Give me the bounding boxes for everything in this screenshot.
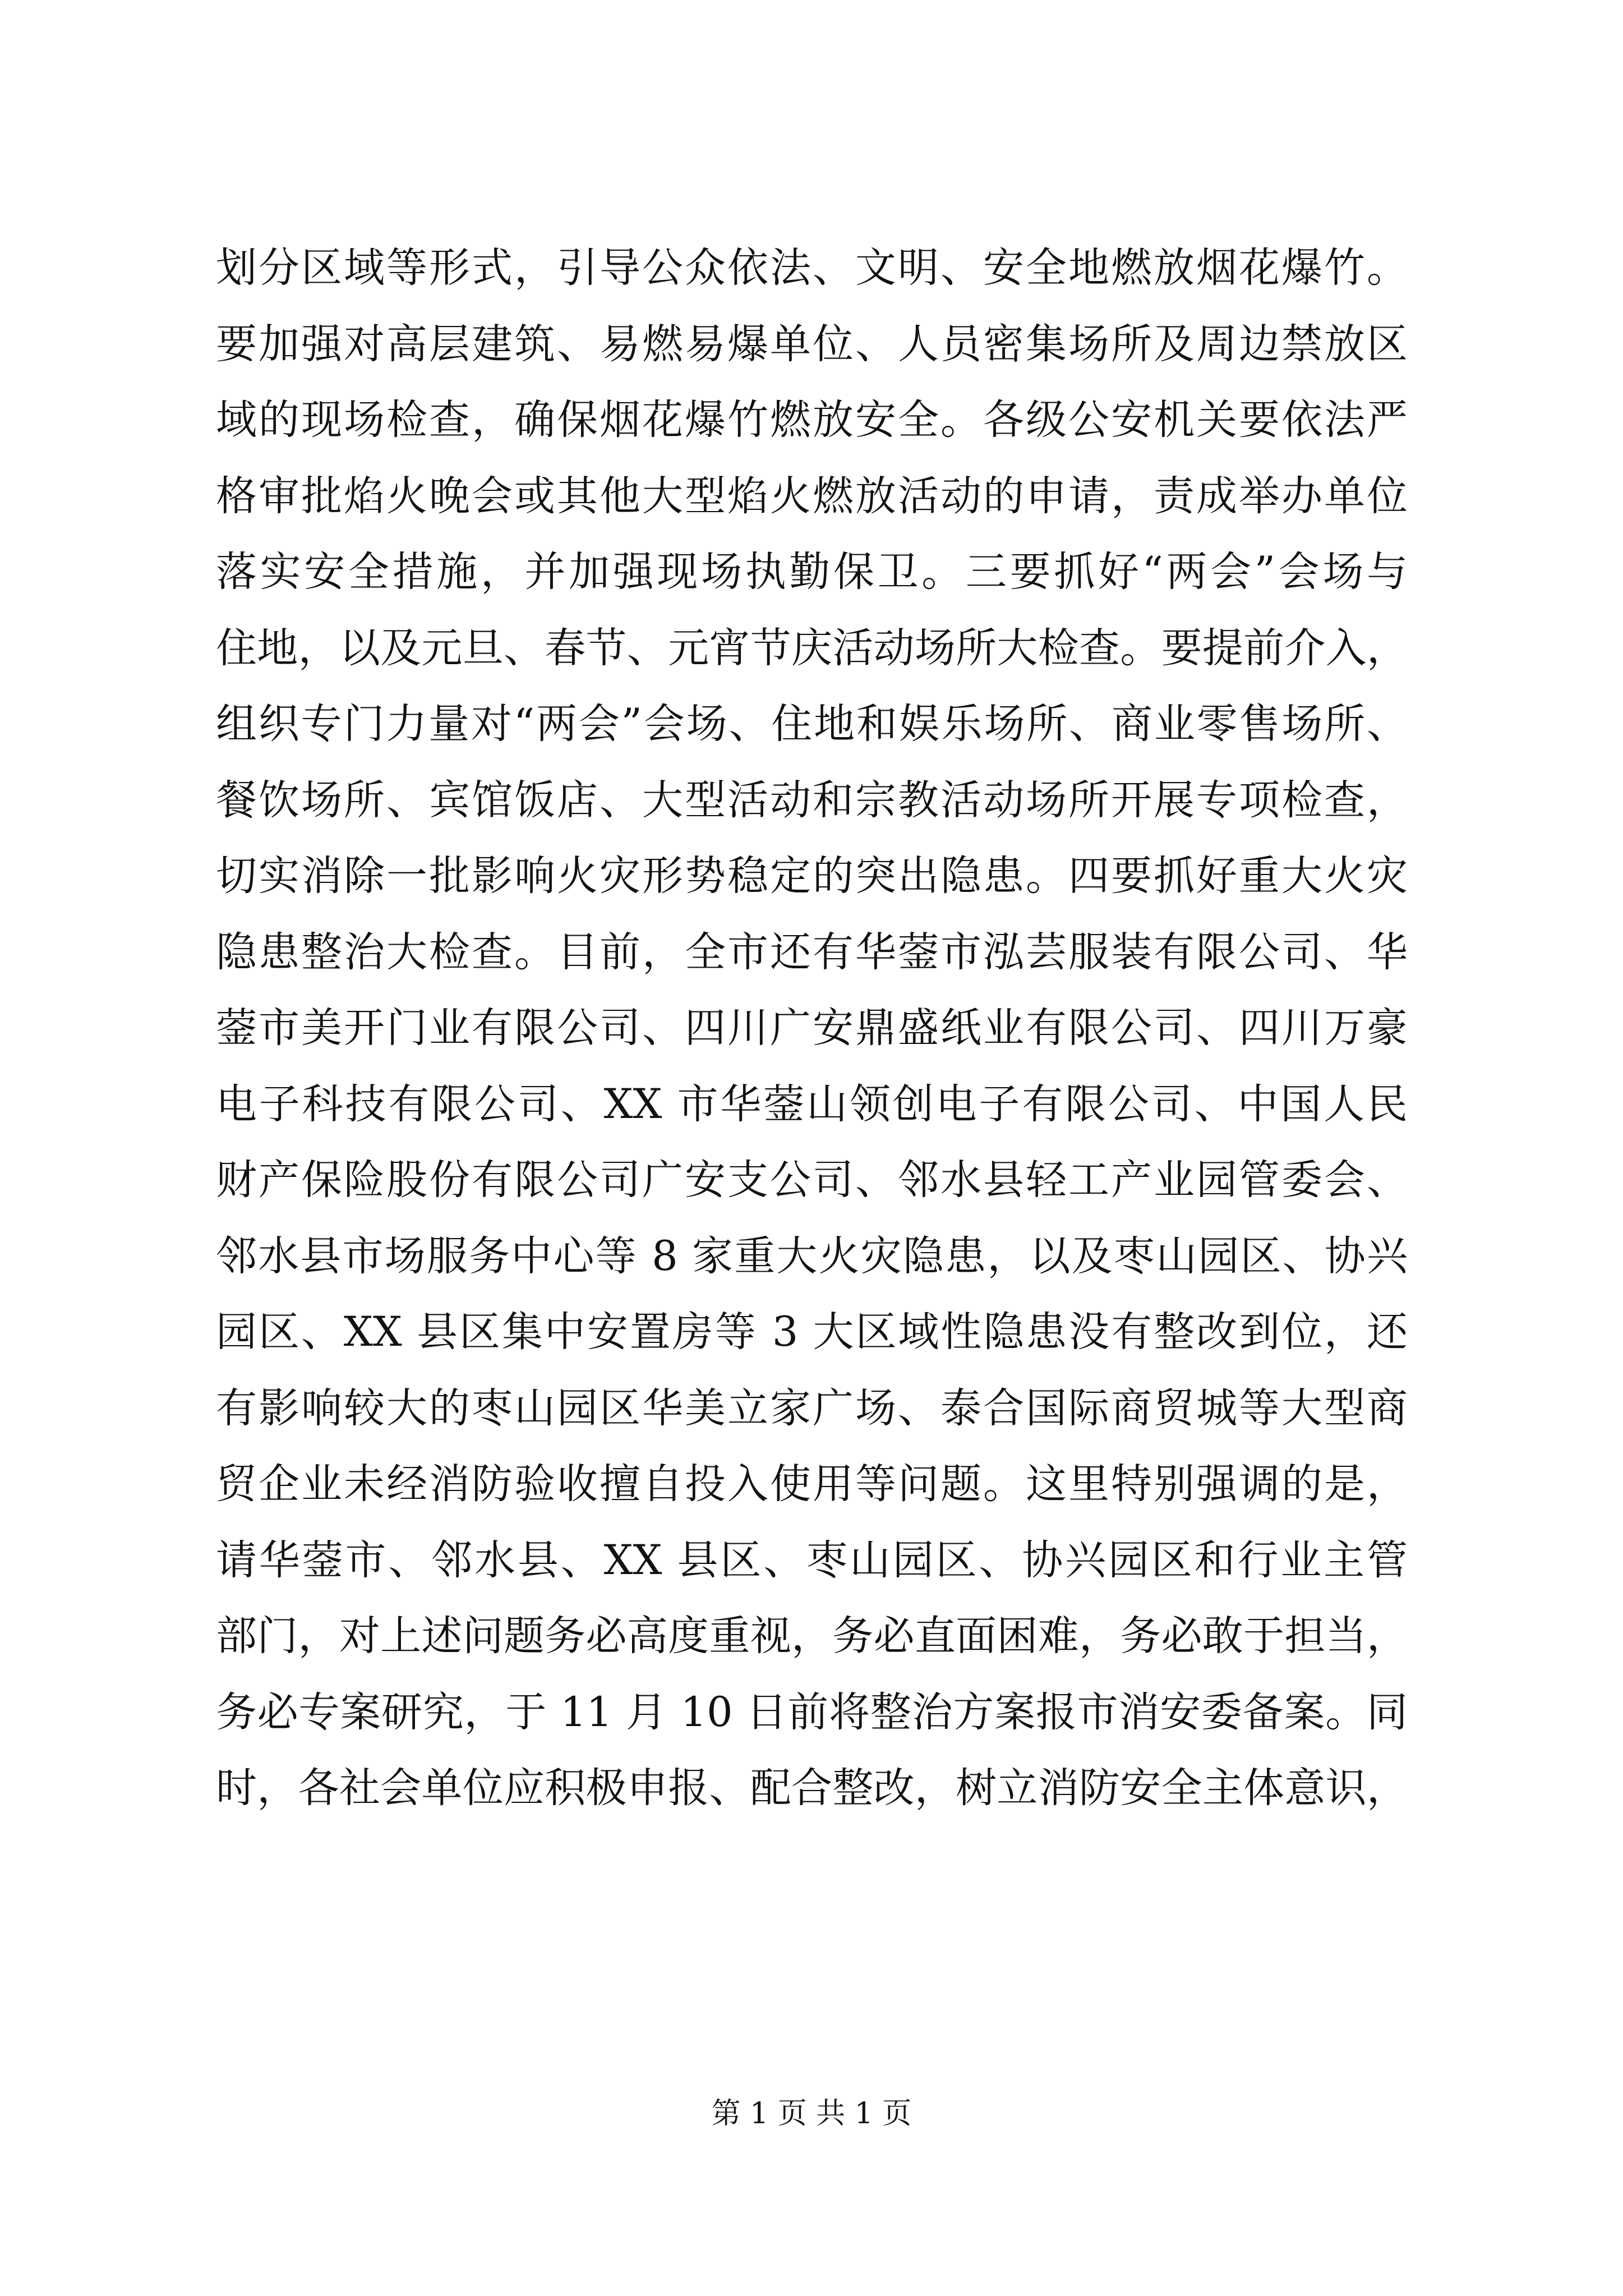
text-line: 部门，对上述问题务必高度重视，务必直面困难，务必敢于担当， <box>216 1612 1408 1660</box>
text-line: 时，各社会单位应积极申报、配合整改，树立消防安全主体意识， <box>216 1764 1408 1812</box>
text-line: 落实安全措施，并加强现场执勤保卫。三要抓好“两会”会场与 <box>216 548 1408 596</box>
text-line: 隐患整治大检查。目前，全市还有华蓥市泓芸服装有限公司、华 <box>216 928 1408 976</box>
text-line: 务必专案研究，于 11 月 10 日前将整治方案报市消安委备案。同 <box>216 1688 1408 1736</box>
text-line: 园区、XX 县区集中安置房等 3 大区域性隐患没有整改到位，还 <box>216 1308 1408 1356</box>
text-line: 划分区域等形式，引导公众依法、文明、安全地燃放烟花爆竹。 <box>216 244 1408 292</box>
text-line: 住地，以及元旦、春节、元宵节庆活动场所大检查。要提前介入， <box>216 624 1408 672</box>
text-line: 电子科技有限公司、XX 市华蓥山领创电子有限公司、中国人民 <box>216 1080 1408 1128</box>
text-line: 域的现场检查，确保烟花爆竹燃放安全。各级公安机关要依法严 <box>216 396 1408 444</box>
text-line: 请华蓥市、邻水县、XX 县区、枣山园区、协兴园区和行业主管 <box>216 1536 1408 1584</box>
text-line: 切实消除一批影响火灾形势稳定的突出隐患。四要抓好重大火灾 <box>216 852 1408 900</box>
text-line: 蓥市美开门业有限公司、四川广安鼎盛纸业有限公司、四川万豪 <box>216 1004 1408 1052</box>
text-line: 格审批焰火晚会或其他大型焰火燃放活动的申请，责成举办单位 <box>216 472 1408 520</box>
text-line: 餐饮场所、宾馆饭店、大型活动和宗教活动场所开展专项检查， <box>216 776 1408 824</box>
text-line: 邻水县市场服务中心等 8 家重大火灾隐患，以及枣山园区、协兴 <box>216 1232 1408 1280</box>
text-line: 要加强对高层建筑、易燃易爆单位、人员密集场所及周边禁放区 <box>216 320 1408 368</box>
body-text <box>216 230 1408 1826</box>
page-footer <box>0 2090 1623 2132</box>
page-number-label: 第 1 页 共 1 页 <box>711 2097 912 2131</box>
text-line: 组织专门力量对“两会”会场、住地和娱乐场所、商业零售场所、 <box>216 700 1408 748</box>
text-line: 贸企业未经消防验收擅自投入使用等问题。这里特别强调的是， <box>216 1460 1408 1508</box>
text-line: 有影响较大的枣山园区华美立家广场、泰合国际商贸城等大型商 <box>216 1384 1408 1432</box>
text-line: 财产保险股份有限公司广安支公司、邻水县轻工产业园管委会、 <box>216 1156 1408 1204</box>
